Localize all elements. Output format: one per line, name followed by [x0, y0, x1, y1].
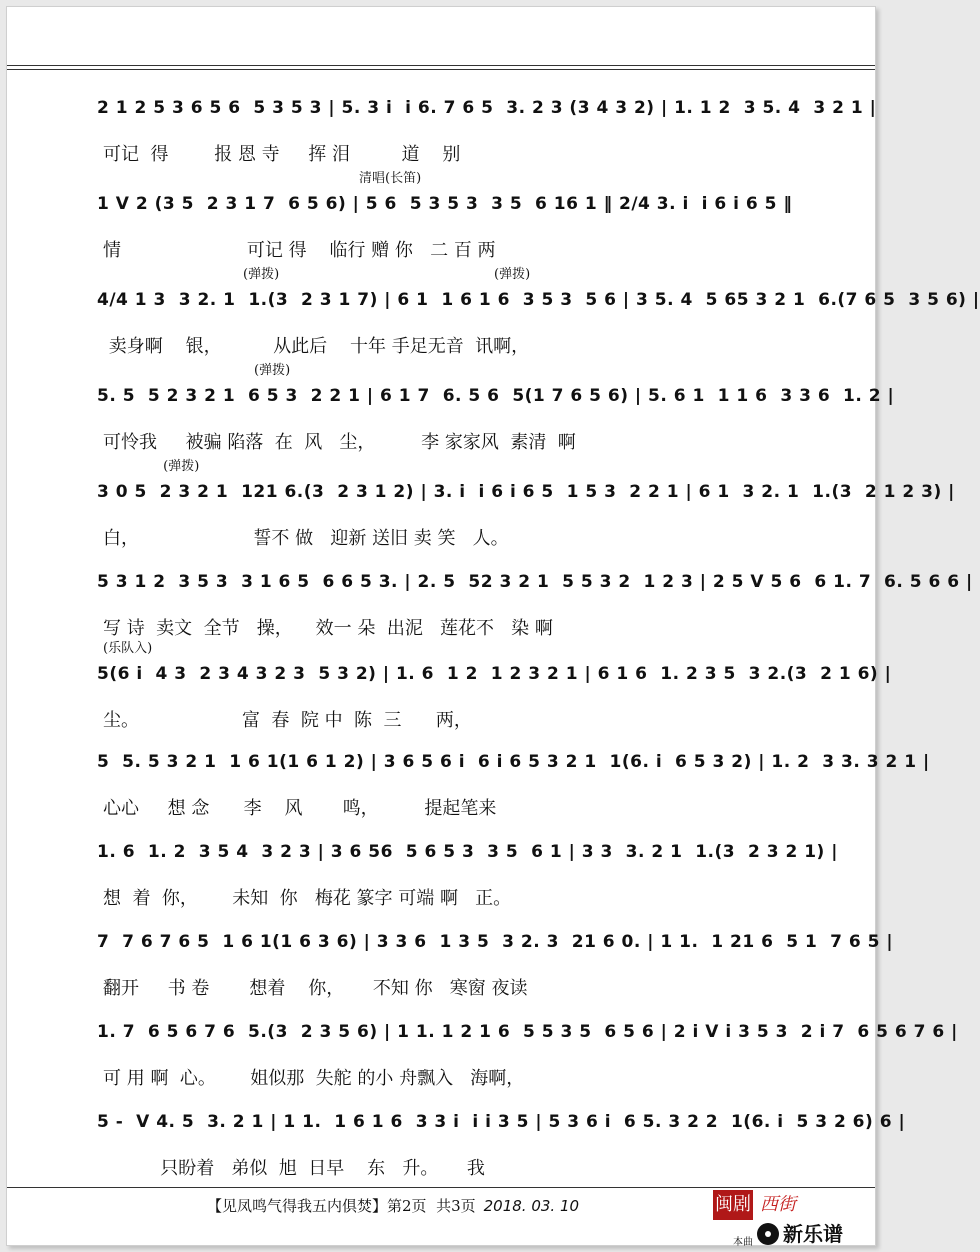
brand-logo — [733, 1221, 875, 1248]
lyrics-line: 心心 想 念 李 风 鸣， 提起笔来 — [103, 798, 497, 819]
seal-logo — [713, 1188, 803, 1222]
top-rule-double — [7, 69, 875, 70]
lyrics-line: 卖身啊 银， 从此后 十年 手足无音 讯啊， — [103, 336, 530, 357]
performance-annotation: (弹拨) — [97, 363, 291, 378]
notation-line: 2 1 2 5 3 6 5 6 5 3 5 3 | 5. 3 i i 6. 7 6 5 3. 2 3 (3 4 3 2) | 1. 1 2 3 5. 4 3 2 1 | — [97, 98, 877, 118]
record-disc-icon — [757, 1223, 779, 1245]
performance-annotation: 清唱(长笛) — [359, 171, 422, 186]
performance-annotation: (弹拨) — [97, 459, 200, 474]
notation-line: 1. 7 6 5 6 7 6 5.(3 2 3 5 6) | 1 1. 1 2 1 6 5 5 3 5 6 5 6 | 2 i V i 3 5 3 2 i 7 6 5 6 7 6 | — [97, 1022, 958, 1042]
lyrics-line: 想 着 你， 未知 你 梅花 篆字 可端 啊 正。 — [103, 888, 512, 909]
footer-date: 2018. 03. 10 — [483, 1197, 580, 1215]
notation-line: 1. 6 1. 2 3 5 4 3 2 3 | 3 6 56 5 6 5 3 3 5 6 1 | 3 3 3. 2 1 1.(3 2 3 2 1) | — [97, 842, 838, 862]
footer-title: 【见凤鸣气得我五内俱焚】第2页 共3页 — [207, 1197, 476, 1215]
lyrics-line: 白， 誓不 做 迎新 送旧 卖 笑 人。 — [103, 528, 509, 549]
notation-line: 5 5. 5 3 2 1 1 6 1(1 6 1 2) | 3 6 5 6 i 6 i 6 5 3 2 1 1(6. i 6 5 3 2) | 1. 2 3 3. 3 2 1 | — [97, 752, 930, 772]
notation-line: 7 7 6 7 6 5 1 6 1(1 6 3 6) | 3 3 6 1 3 5 3 2. 3 21 6 0. | 1 1. 1 21 6 5 1 7 6 5 | — [97, 932, 894, 952]
lyrics-line: 可记 得 报 恩 寺 挥 泪 道 别 — [103, 144, 461, 165]
performance-annotation: (乐队入) — [103, 641, 153, 656]
notation-line: 5 - V 4. 5 3. 2 1 | 1 1. 1 6 1 6 3 3 i i i 3 5 | 5 3 6 i 6 5. 3 2 2 1(6. i 5 3 2 6) 6 | — [97, 1112, 906, 1132]
notation-line: 1 V 2 (3 5 2 3 1 7 6 5 6) | 5 6 5 3 5 3 3 5 6 16 1 ‖ 2/4 3. i i 6 i 6 5 ‖ — [97, 194, 793, 214]
brand-prefix: 本曲 — [733, 1237, 753, 1248]
notation-line: 3 0 5 2 3 2 1 121 6.(3 2 3 1 2) | 3. i i 6 i 6 5 1 5 3 2 2 1 | 6 1 3 2. 1 1.(3 2 1 2 3) | — [97, 482, 955, 502]
seal-part-1: 闽剧 — [713, 1190, 753, 1220]
lyrics-line: 可怜我 被骗 陷落 在 风 尘， 李 家家风 素清 啊 — [103, 432, 576, 453]
performance-annotation: (弹拨) (弹拨) — [243, 267, 531, 282]
notation-line: 4/4 1 3 3 2. 1 1.(3 2 3 1 7) | 6 1 1 6 1 6 3 5 3 5 6 | 3 5. 4 5 65 3 2 1 6.(7 6 5 3 5 6) | — [97, 290, 980, 310]
lyrics-line: 翻开 书 卷 想着 你， 不知 你 寒窗 夜读 — [103, 978, 528, 999]
score-page — [6, 6, 980, 1248]
notation-line: 5 3 1 2 3 5 3 3 1 6 5 6 6 5 3. | 2. 5 52 3 2 1 5 5 3 2 1 2 3 | 2 5 V 5 6 6 1. 7 6. 5 6 6 | — [97, 572, 973, 592]
notation-line: 5(6 i 4 3 2 3 4 3 2 3 5 3 2) | 1. 6 1 2 1 2 3 2 1 | 6 1 6 1. 2 3 5 3 2.(3 2 1 6) | — [97, 664, 892, 684]
lyrics-line: 写 诗 卖文 全节 操， 效一 朵 出泥 莲花不 染 啊 — [103, 618, 553, 639]
lyrics-line: 可 用 啊 心。 姐似那 失舵 的小 舟飘入 海啊， — [103, 1068, 525, 1089]
brand-name: 新乐谱 — [783, 1222, 843, 1246]
page-footer — [207, 1193, 707, 1219]
notation-line: 5. 5 5 2 3 2 1 6 5 3 2 2 1 | 6 1 7 6. 5 6 5(1 7 6 5 6) | 5. 6 1 1 1 6 3 3 6 1. 2 | — [97, 386, 895, 406]
seal-part-2: 西街 — [760, 1194, 796, 1215]
lyrics-line: 情 可记 得 临行 赠 你 二 百 两 — [103, 240, 496, 261]
top-rule — [7, 65, 875, 66]
lyrics-line: 尘。 富 春 院 中 陈 三 两， — [103, 710, 472, 731]
lyrics-line: 只盼着 弟似 旭 日早 东 升。 我 — [103, 1158, 485, 1179]
